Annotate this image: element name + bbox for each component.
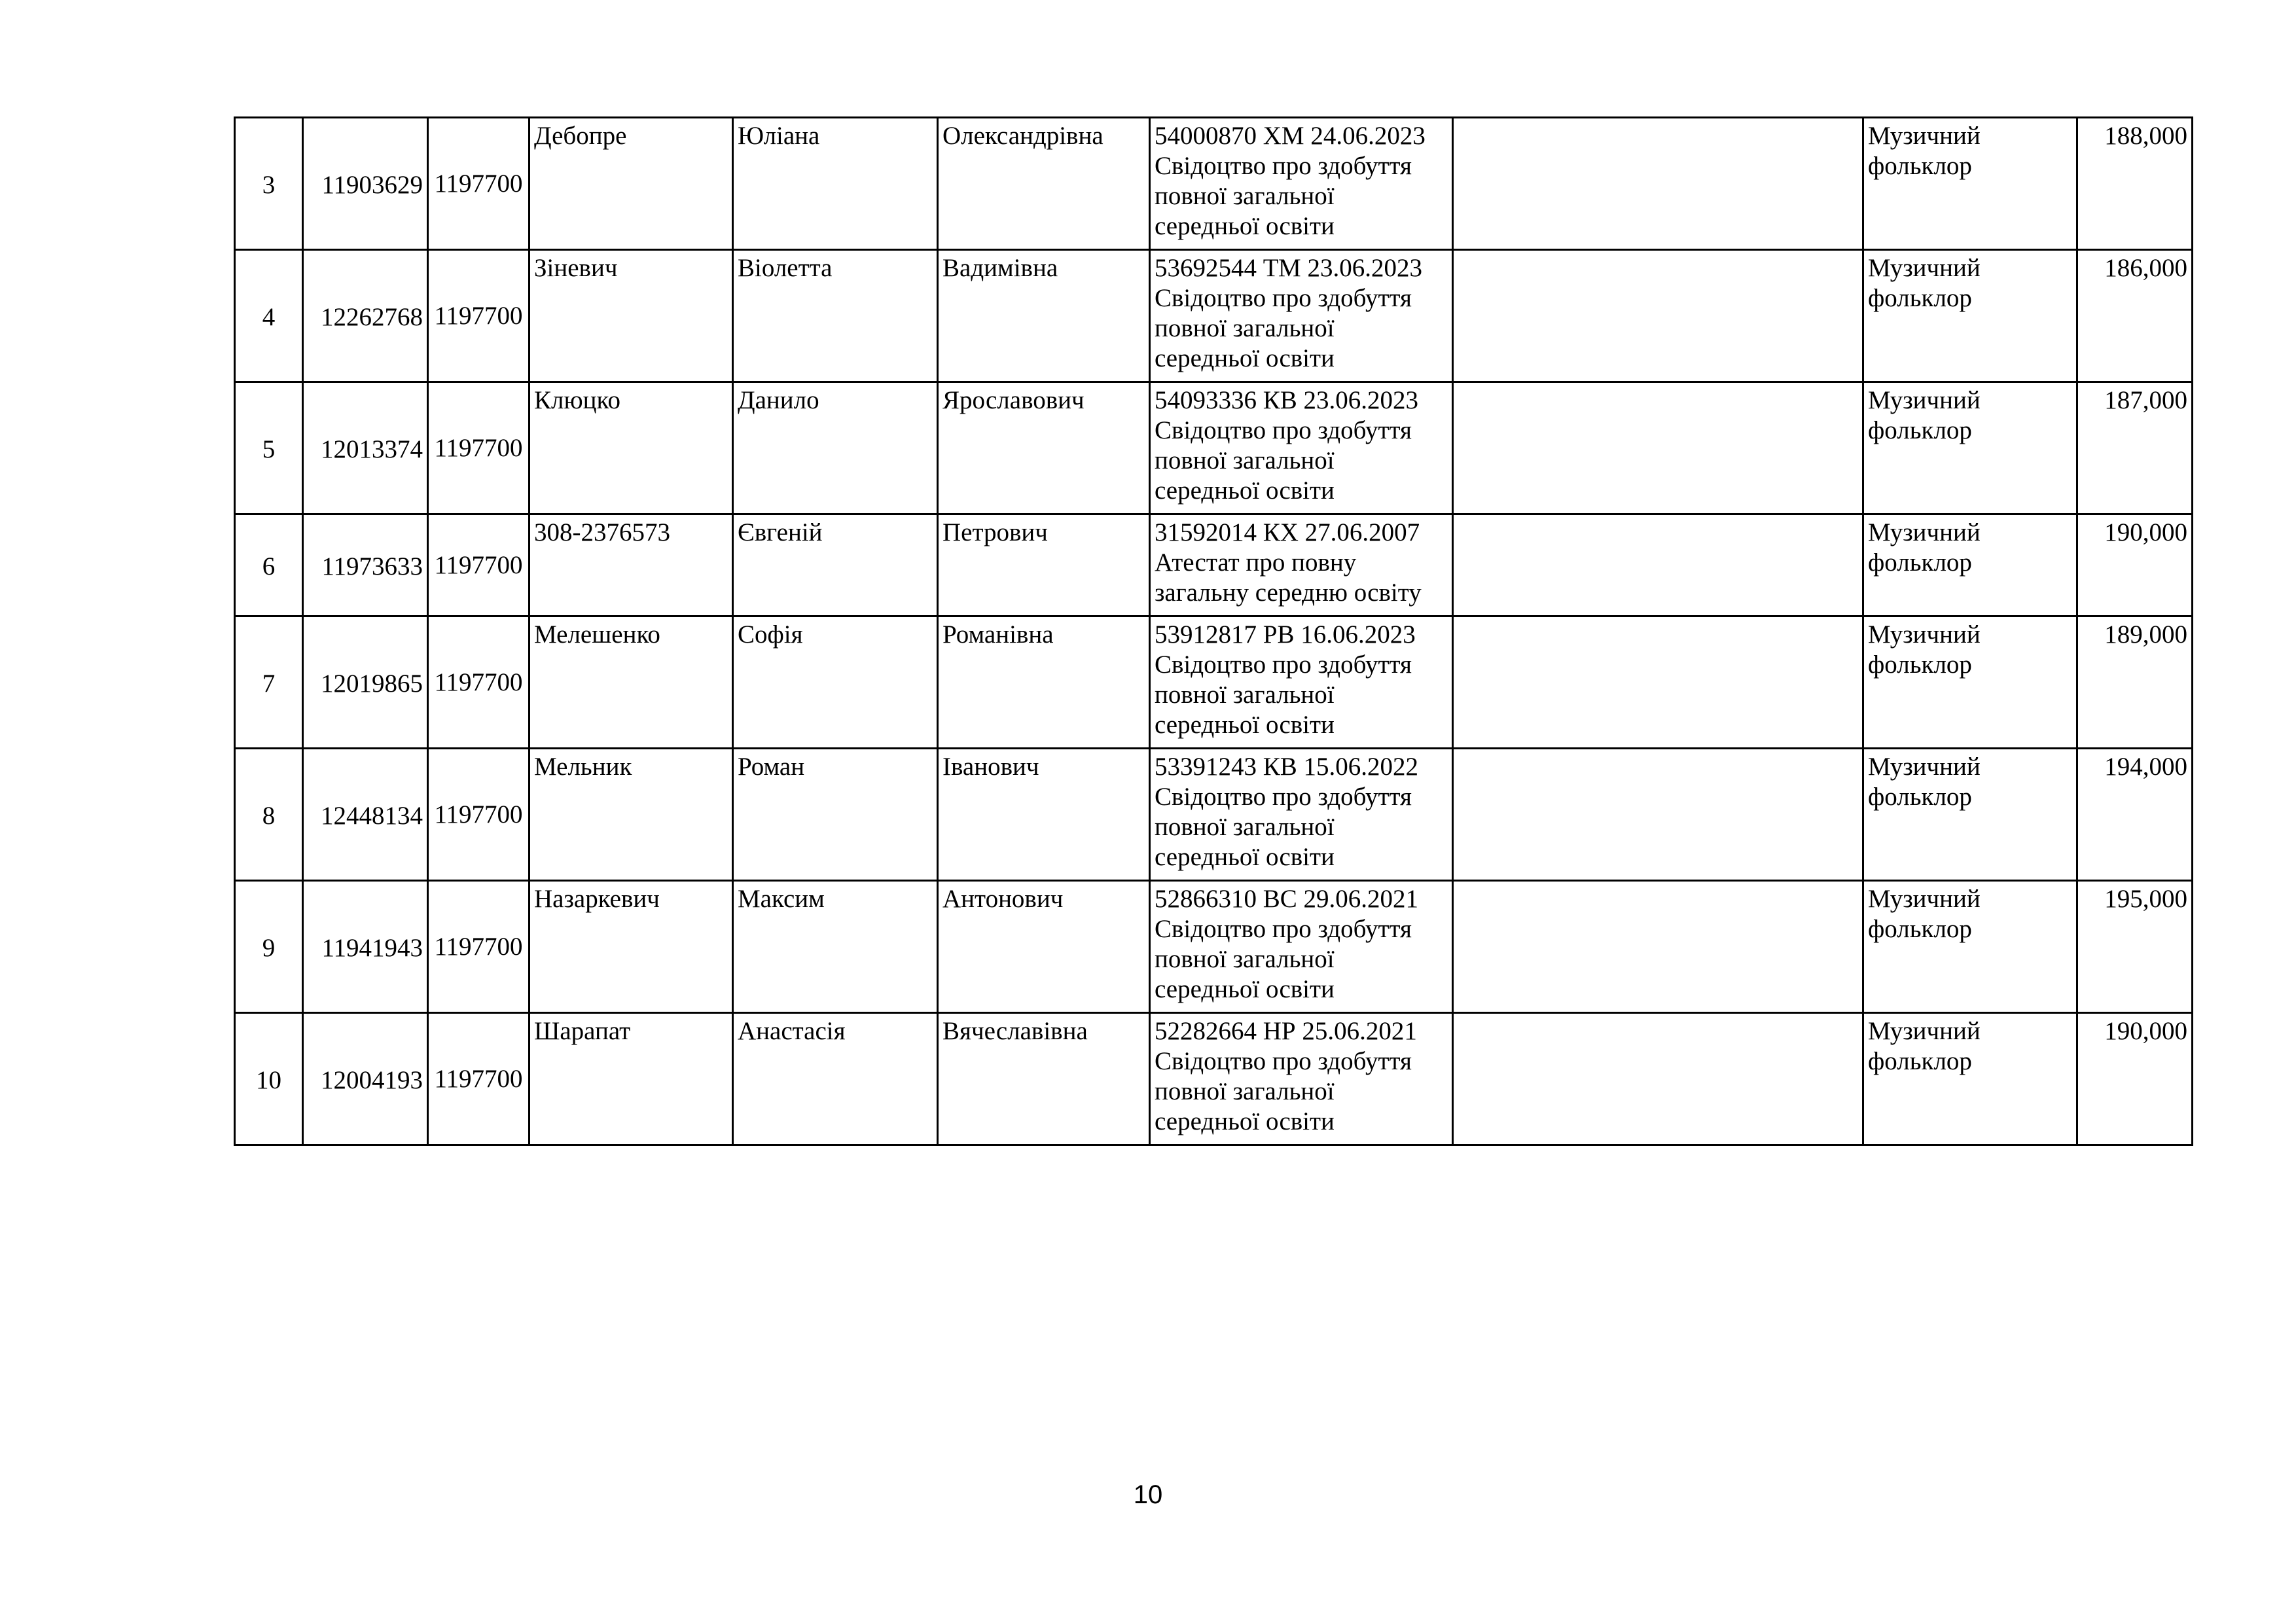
specialty-cell [1863, 749, 2077, 881]
first-name: Віолетта [738, 254, 833, 282]
patronymic-cell [938, 749, 1150, 881]
table-body [235, 118, 2193, 1145]
row-number-cell [235, 382, 303, 514]
name-cell [733, 118, 938, 250]
applicant-id-cell [303, 382, 428, 514]
document-cell [1150, 616, 1453, 749]
specialty: Музичний фольклор [1868, 518, 1981, 577]
applicant-id-cell [303, 1013, 428, 1145]
code-value: 1197700 [434, 169, 523, 198]
document-line: повної загальної [1155, 182, 1335, 210]
surname: Шарапат [534, 1017, 631, 1045]
document-cell [1150, 118, 1453, 250]
row-number-cell [235, 514, 303, 616]
surname-cell [529, 749, 733, 881]
table-row [235, 514, 2193, 616]
row-number-cell [235, 250, 303, 382]
specialty: Музичний фольклор [1868, 885, 1981, 943]
table-row [235, 616, 2193, 749]
applicant-id: 12013374 [321, 435, 423, 463]
specialty: Музичний фольклор [1868, 122, 1981, 180]
document-cell [1150, 1013, 1453, 1145]
document-line: повної загальної [1155, 681, 1335, 709]
document-cell [1150, 881, 1453, 1013]
applicant-id: 12262768 [321, 302, 423, 331]
document-line: Свідоцтво про здобуття [1155, 284, 1412, 312]
name-cell [733, 881, 938, 1013]
note-cell [1453, 749, 1863, 881]
specialty: Музичний фольклор [1868, 1017, 1981, 1075]
score: 187,000 [2104, 386, 2187, 414]
code-cell [428, 514, 529, 616]
document-line: Свідоцтво про здобуття [1155, 152, 1412, 180]
document-line: Свідоцтво про здобуття [1155, 1047, 1412, 1075]
code-value: 1197700 [434, 668, 523, 696]
code-cell [428, 382, 529, 514]
name-cell [733, 749, 938, 881]
patronymic: Ярославович [942, 386, 1085, 414]
document-line: середньої освіти [1155, 843, 1335, 871]
code-cell [428, 616, 529, 749]
row-number: 7 [262, 669, 276, 698]
patronymic-cell [938, 250, 1150, 382]
patronymic: Романівна [942, 620, 1054, 649]
document-line: повної загальної [1155, 446, 1335, 474]
code-value: 1197700 [434, 301, 523, 330]
document-line: Свідоцтво про здобуття [1155, 783, 1412, 811]
score-cell [2077, 881, 2193, 1013]
surname: Дебопре [534, 122, 627, 150]
applicant-id: 11941943 [321, 933, 423, 962]
document-line: 52282664 НР 25.06.2021 [1155, 1017, 1417, 1045]
document-line: середньої освіти [1155, 975, 1335, 1003]
note-cell [1453, 616, 1863, 749]
code-cell [428, 118, 529, 250]
surname: Зіневич [534, 254, 618, 282]
note-cell [1453, 1013, 1863, 1145]
specialty: Музичний фольклор [1868, 753, 1981, 811]
document-cell [1150, 382, 1453, 514]
patronymic: Петрович [942, 518, 1048, 546]
applicant-id: 11973633 [321, 552, 423, 580]
code-cell [428, 749, 529, 881]
document-line: повної загальної [1155, 813, 1335, 841]
first-name: Роман [738, 753, 805, 781]
surname: Клюцко [534, 386, 620, 414]
score-cell [2077, 250, 2193, 382]
code-value: 1197700 [434, 550, 523, 579]
first-name: Анастасія [738, 1017, 846, 1045]
score: 194,000 [2104, 753, 2187, 781]
specialty-cell [1863, 1013, 2077, 1145]
table-row [235, 250, 2193, 382]
code-value: 1197700 [434, 1064, 523, 1093]
patronymic: Олександрівна [942, 122, 1103, 150]
surname-cell [529, 118, 733, 250]
surname: Мельник [534, 753, 632, 781]
patronymic-cell [938, 118, 1150, 250]
note-cell [1453, 514, 1863, 616]
applicant-id: 12004193 [321, 1065, 423, 1094]
page-number: 10 [1133, 1480, 1163, 1509]
code-value: 1197700 [434, 932, 523, 961]
document-line: загальну середню освіту [1155, 579, 1422, 607]
applicant-id-cell [303, 616, 428, 749]
note-cell [1453, 118, 1863, 250]
document-line: середньої освіти [1155, 711, 1335, 739]
patronymic-cell [938, 514, 1150, 616]
surname: Назаркевич [534, 885, 660, 913]
score-cell [2077, 616, 2193, 749]
name-cell [733, 1013, 938, 1145]
note-cell [1453, 250, 1863, 382]
surname: 308-2376573 [534, 518, 670, 546]
applicant-id: 12448134 [321, 801, 423, 830]
document-line: Атестат про повну [1155, 548, 1357, 577]
document-line: середньої освіти [1155, 344, 1335, 372]
surname-cell [529, 514, 733, 616]
first-name: Данило [738, 386, 819, 414]
score: 190,000 [2104, 518, 2187, 546]
note-cell [1453, 881, 1863, 1013]
code-cell [428, 881, 529, 1013]
document-line: Свідоцтво про здобуття [1155, 416, 1412, 444]
specialty-cell [1863, 118, 2077, 250]
surname-cell [529, 616, 733, 749]
surname-cell [529, 250, 733, 382]
document-line: середньої освіти [1155, 1107, 1335, 1135]
score-cell [2077, 118, 2193, 250]
specialty: Музичний фольклор [1868, 254, 1981, 312]
code-value: 1197700 [434, 800, 523, 829]
applicant-id: 12019865 [321, 669, 423, 698]
first-name: Євгеній [738, 518, 823, 546]
patronymic-cell [938, 616, 1150, 749]
specialty-cell [1863, 616, 2077, 749]
patronymic-cell [938, 881, 1150, 1013]
document-line: 53912817 РВ 16.06.2023 [1155, 620, 1416, 649]
score-cell [2077, 749, 2193, 881]
specialty: Музичний фольклор [1868, 386, 1981, 444]
patronymic-cell [938, 382, 1150, 514]
first-name: Юліана [738, 122, 820, 150]
document-line: 52866310 ВС 29.06.2021 [1155, 885, 1419, 913]
patronymic: Антонович [942, 885, 1064, 913]
row-number-cell [235, 1013, 303, 1145]
document-line: 53692544 ТМ 23.06.2023 [1155, 254, 1422, 282]
row-number-cell [235, 118, 303, 250]
row-number: 6 [262, 552, 276, 580]
first-name: Софія [738, 620, 803, 649]
document-line: середньої освіти [1155, 476, 1335, 505]
row-number-cell [235, 881, 303, 1013]
score-cell [2077, 514, 2193, 616]
surname: Мелешенко [534, 620, 660, 649]
specialty-cell [1863, 881, 2077, 1013]
table-row [235, 881, 2193, 1013]
document-line: 54093336 КВ 23.06.2023 [1155, 386, 1419, 414]
score: 190,000 [2104, 1017, 2187, 1045]
row-number: 8 [262, 801, 276, 830]
code-cell [428, 250, 529, 382]
code-cell [428, 1013, 529, 1145]
code-value: 1197700 [434, 433, 523, 462]
score-cell [2077, 382, 2193, 514]
surname-cell [529, 881, 733, 1013]
table-row [235, 382, 2193, 514]
name-cell [733, 514, 938, 616]
specialty: Музичний фольклор [1868, 620, 1981, 679]
row-number: 5 [262, 435, 276, 463]
applicant-id: 11903629 [321, 170, 423, 199]
applicant-id-cell [303, 250, 428, 382]
surname-cell [529, 1013, 733, 1145]
document-line: Свідоцтво про здобуття [1155, 915, 1412, 943]
document-line: повної загальної [1155, 945, 1335, 973]
score-cell [2077, 1013, 2193, 1145]
table-row [235, 749, 2193, 881]
document-cell [1150, 749, 1453, 881]
row-number: 4 [262, 302, 276, 331]
row-number: 10 [256, 1065, 281, 1094]
name-cell [733, 616, 938, 749]
applicant-id-cell [303, 514, 428, 616]
applicants-table [234, 116, 2193, 1146]
row-number-cell [235, 749, 303, 881]
document-line: 54000870 ХМ 24.06.2023 [1155, 122, 1426, 150]
patronymic: Вячеславівна [942, 1017, 1088, 1045]
specialty-cell [1863, 382, 2077, 514]
first-name: Максим [738, 885, 825, 913]
document-line: Свідоцтво про здобуття [1155, 651, 1412, 679]
score: 195,000 [2104, 885, 2187, 913]
document-line: 53391243 КВ 15.06.2022 [1155, 753, 1419, 781]
surname-cell [529, 382, 733, 514]
name-cell [733, 382, 938, 514]
row-number: 9 [262, 933, 276, 962]
document-cell [1150, 250, 1453, 382]
score: 189,000 [2104, 620, 2187, 649]
document-line: 31592014 КХ 27.06.2007 [1155, 518, 1420, 546]
score: 188,000 [2104, 122, 2187, 150]
document-cell [1150, 514, 1453, 616]
document-line: середньої освіти [1155, 212, 1335, 240]
note-cell [1453, 382, 1863, 514]
applicant-id-cell [303, 118, 428, 250]
specialty-cell [1863, 514, 2077, 616]
table-row [235, 118, 2193, 250]
applicant-id-cell [303, 749, 428, 881]
specialty-cell [1863, 250, 2077, 382]
row-number: 3 [262, 170, 276, 199]
patronymic: Іванович [942, 753, 1039, 781]
document-line: повної загальної [1155, 1077, 1335, 1105]
table-row [235, 1013, 2193, 1145]
score: 186,000 [2104, 254, 2187, 282]
applicant-id-cell [303, 881, 428, 1013]
name-cell [733, 250, 938, 382]
patronymic: Вадимівна [942, 254, 1058, 282]
row-number-cell [235, 616, 303, 749]
patronymic-cell [938, 1013, 1150, 1145]
document-line: повної загальної [1155, 314, 1335, 342]
